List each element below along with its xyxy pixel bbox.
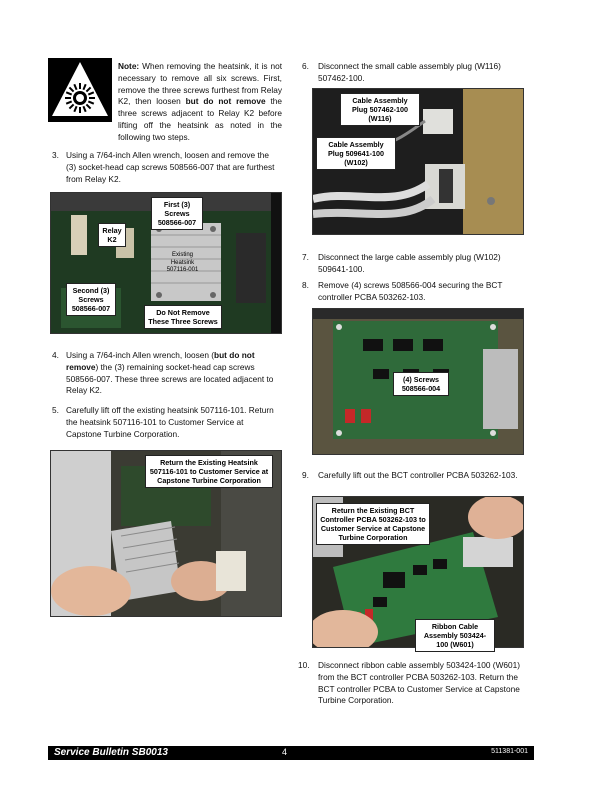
note-label: Note: xyxy=(118,61,140,71)
step-9-text: Carefully lift out the BCT controller PCBA 503262-103. xyxy=(318,470,518,480)
step-4-text xyxy=(66,350,280,397)
note-text-1: When removing the heatsink, it is not necessary to remove all six screws. First, remove the three screws furthest from Relay K2, then loosen xyxy=(118,61,283,107)
callout-first-screws: First (3) Screws 508566-007 xyxy=(151,197,203,230)
note-paragraph xyxy=(118,61,282,144)
callout-ribbon-cable: Ribbon Cable Assembly 503424-100 (W601) xyxy=(415,619,495,652)
note-text-2: the three screws adjacent to Relay K2 before lifting off the heatsink as noted in the following two steps. xyxy=(118,96,283,142)
step-4-post: ) the (3) remaining socket-head cap screws 508566-007. These three screws are located adjacent to Relay K2. xyxy=(66,361,274,396)
step-8-text: Remove (4) screws 508566-004 securing the BCT controller PCBA 503262-103. xyxy=(318,280,503,302)
footer-bar xyxy=(48,746,534,760)
footer-title: Service Bulletin SB0013 xyxy=(54,747,168,758)
caution-sun-icon xyxy=(48,58,112,122)
step-number: 6. xyxy=(302,61,309,71)
step-number: 7. xyxy=(302,252,309,262)
step-number: 8. xyxy=(302,280,309,290)
step-7-text: Disconnect the large cable assembly plug (W102) 509641-100. xyxy=(318,252,501,274)
step-number: 4. xyxy=(52,350,59,360)
document-number: 511381-001 xyxy=(491,748,528,755)
step-3-text: Using a 7/64-inch Allen wrench, loosen and remove the (3) socket-head cap screws 508566-007 that are furthest from Relay K2. xyxy=(66,150,275,184)
callout-return-bct: Return the Existing BCT Controller PCBA 503262-103 to Customer Service at Capstone Turbine Corporation xyxy=(316,503,430,545)
page-number: 4 xyxy=(282,747,288,757)
step-10-text: Disconnect ribbon cable assembly 503424-100 (W601) from the BCT controller PCBA 503262-103. Return the BCT controller PCBA to Customer Service at Capstone Turbine Corporation. xyxy=(318,660,521,706)
step-4-bold: but do not remove xyxy=(66,350,255,372)
callout-second-screws: Second (3) Screws 508566-007 xyxy=(66,283,116,316)
callout-existing-heatsink: Existing Heatsink 507116-001 xyxy=(166,252,199,273)
callout-do-not-remove: Do Not Remove These Three Screws xyxy=(144,305,222,329)
step-number: 10. xyxy=(298,660,310,670)
step-6-text: Disconnect the small cable assembly plug (W116) 507462-100. xyxy=(318,61,501,83)
callout-cable-plug-w102: Cable Assembly Plug 509641-100 (W102) xyxy=(316,137,396,170)
step-number: 9. xyxy=(302,470,309,480)
step-number: 3. xyxy=(52,150,59,160)
note-bold: but do not remove xyxy=(185,96,266,107)
step-4-pre: Using a 7/64-inch Allen wrench, loosen ( xyxy=(66,350,215,360)
step-number: 5. xyxy=(52,405,59,415)
callout-relay-k2: Relay K2 xyxy=(98,223,126,247)
callout-four-screws: (4) Screws 508566-004 xyxy=(393,372,449,396)
step-5-text: Carefully lift off the existing heatsink 507116-101. Return the heatsink 507116-101 to Customer Service at Capstone Turbine Corporation. xyxy=(66,405,274,439)
callout-cable-plug-w116: Cable Assembly Plug 507462-100 (W116) xyxy=(340,93,420,126)
callout-return-heatsink: Return the Existing Heatsink 507116-101 to Customer Service at Capstone Turbine Corporation xyxy=(145,455,273,488)
